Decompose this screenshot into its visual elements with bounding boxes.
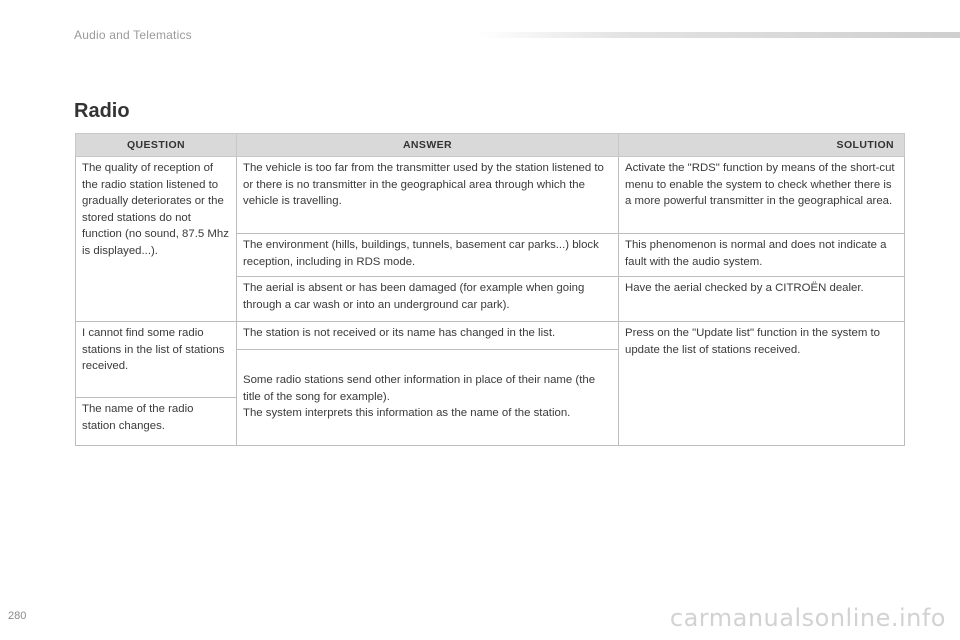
answer-text-line: The system interprets this information as the name of the station. [243,407,571,420]
answer-cell: The environment (hills, buildings, tunnels, basement car parks...) block reception, including in RDS mode. [237,234,619,277]
table-header-row [76,134,905,157]
page-title: Radio [74,100,130,122]
solution-cell: This phenomenon is normal and does not indicate a fault with the audio system. [619,234,905,277]
column-header-answer: ANSWER [237,134,619,157]
table-row [76,157,905,234]
table-row [76,322,905,350]
answer-text-line: Some radio stations send other information in place of their name (the title of the song for example). [243,374,596,403]
section-header: Audio and Telematics [74,28,192,42]
answer-cell [237,350,619,446]
solution-cell: Activate the "RDS" function by means of the short-cut menu to enable the system to check whether there is a more powerful transmitter in the geographical area. [619,157,905,234]
column-header-solution: SOLUTION [619,134,905,157]
page-number: 280 [8,610,27,622]
faq-table [75,133,905,446]
column-header-question: QUESTION [76,134,237,157]
answer-cell: The vehicle is too far from the transmitter used by the station listened to or there is no transmitter in the geographical area through which the vehicle is travelling. [237,157,619,234]
answer-cell: The aerial is absent or has been damaged (for example when going through a car wash or into an underground car park). [237,277,619,322]
header-divider-bar [478,32,960,38]
question-cell: I cannot find some radio stations in the list of stations received. [76,322,237,398]
question-cell: The name of the radio station changes. [76,398,237,446]
watermark-text: carmanualsonline.info [669,604,946,632]
solution-cell: Press on the "Update list" function in the system to update the list of stations received. [619,322,905,446]
solution-cell: Have the aerial checked by a CITROËN dealer. [619,277,905,322]
question-cell: The quality of reception of the radio station listened to gradually deteriorates or the stored stations do not function (no sound, 87.5 Mhz is displayed...). [76,157,237,322]
answer-cell: The station is not received or its name has changed in the list. [237,322,619,350]
